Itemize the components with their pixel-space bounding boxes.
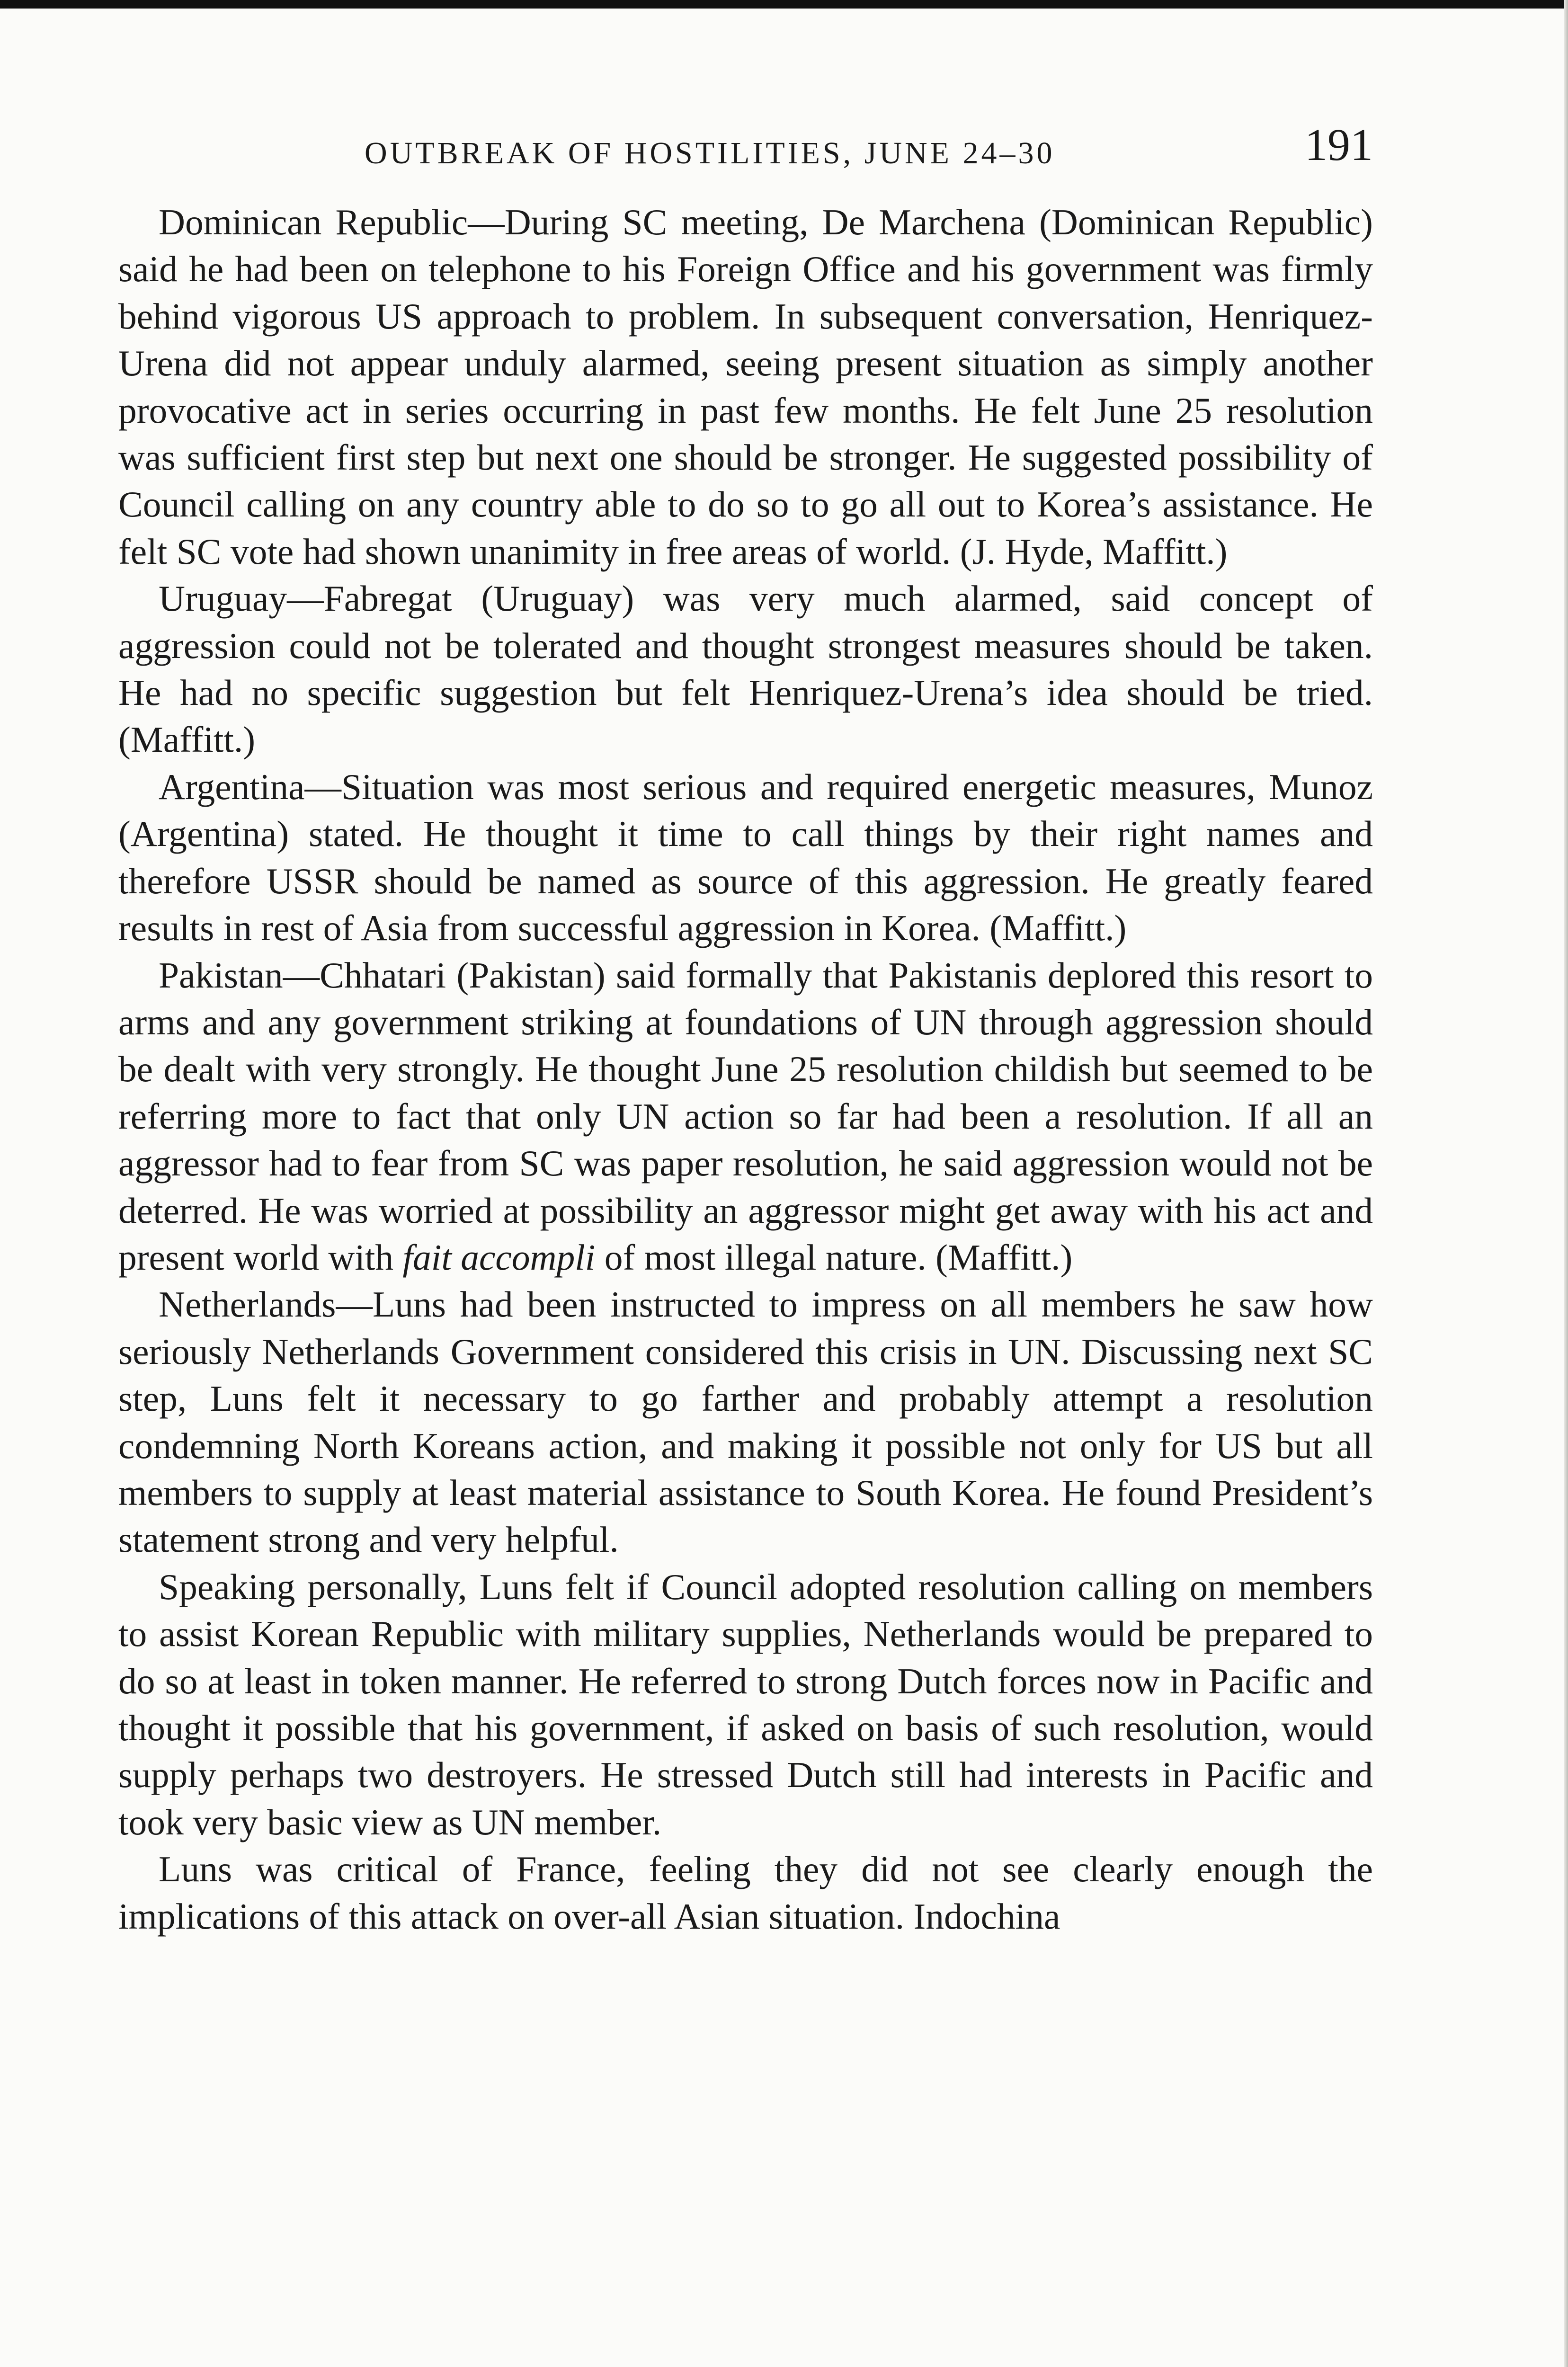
paragraph-luns-personal: Speaking personally, Luns felt if Council adopted resolution calling on members to assist Korean Republic with military supplies, Netherlands would be prepared to do so at least in token manner. He referred to strong Dutch forces now in Pacific and thought it possible that his government, if asked on basis of such resolution, would supply perhaps two destroyers. He stressed Dutch still had interests in Pacific and took very basic view as UN member. (118, 1566, 1373, 1842)
paragraph-netherlands: Netherlands—Luns had been instructed to impress on all members he saw how seriously Netherlands Government considered this crisis in UN. Discussing next SC step, Luns felt it necessary to go farther and probably attempt a resolution condemning North Koreans action, and making it possible not only for US but all members to supply at least material assistance to South Korea. He found President’s statement strong and very helpful. (118, 1284, 1373, 1560)
paragraph-pakistan (118, 952, 1373, 1281)
paragraph-argentina: Argentina—Situation was most serious and required energetic measures, Munoz (Argentina) stated. He thought it time to call things by their right names and therefore USSR should be named as source of this aggression. He greatly feared results in rest of Asia from successful aggression in Korea. (Maffitt.) (118, 766, 1373, 949)
paragraph-pakistan-main: Pakistan—Chhatari (Pakistan) said formally that Pakistanis deplored this resort to arms and any government striking at foundations of UN through aggression should be dealt with very strongly. He thought June 25 resolution childish but seemed to be referring more to fact that only UN action so far had been a resolution. If all an aggressor had to fear from SC was paper resolution, he said aggression would not be deterred. He was worried at possibility an aggressor might get away with his act and present world with (118, 954, 1373, 1278)
running-head: OUTBREAK OF HOSTILITIES, JUNE 24–30 (365, 136, 1055, 170)
page-header (118, 118, 1373, 175)
paragraph-uruguay: Uruguay—Fabregat (Uruguay) was very much alarmed, said concept of aggression could not be tolerated and thought strongest measures should be taken. He had no specific suggestion but felt Henriquez-Urena’s idea should be tried. (Maffitt.) (118, 578, 1373, 760)
body-text (118, 199, 1373, 1940)
paragraph-luns-france: Luns was critical of France, feeling they did not see clearly enough the implications of this attack on over-all Asian situation. Indochina (118, 1849, 1373, 1937)
paragraph-pakistan-tail: of most illegal nature. (Maffitt.) (604, 1237, 1073, 1278)
paragraph-dominican-republic: Dominican Republic—During SC meeting, De Marchena (Dominican Republic) said he had been on telephone to his Foreign Office and his government was firmly behind vigorous US approach to problem. In subsequent conversation, Henriquez-Urena did not appear unduly alarmed, seeing present situation as simply another provocative act in series occurring in past few months. He felt June 25 resolution was sufficient first step but next one should be stronger. He suggested possibility of Council calling on any country able to do so to go all out to Korea’s assistance. He felt SC vote had shown unanimity in free areas of world. (J. Hyde, Maffitt.) (118, 202, 1373, 572)
fait-accompli-italic: fait accompli (402, 1237, 596, 1278)
top-scan-border (0, 0, 1568, 9)
page-number: 191 (1305, 119, 1373, 170)
page-edge-shadow (1564, 0, 1568, 2367)
